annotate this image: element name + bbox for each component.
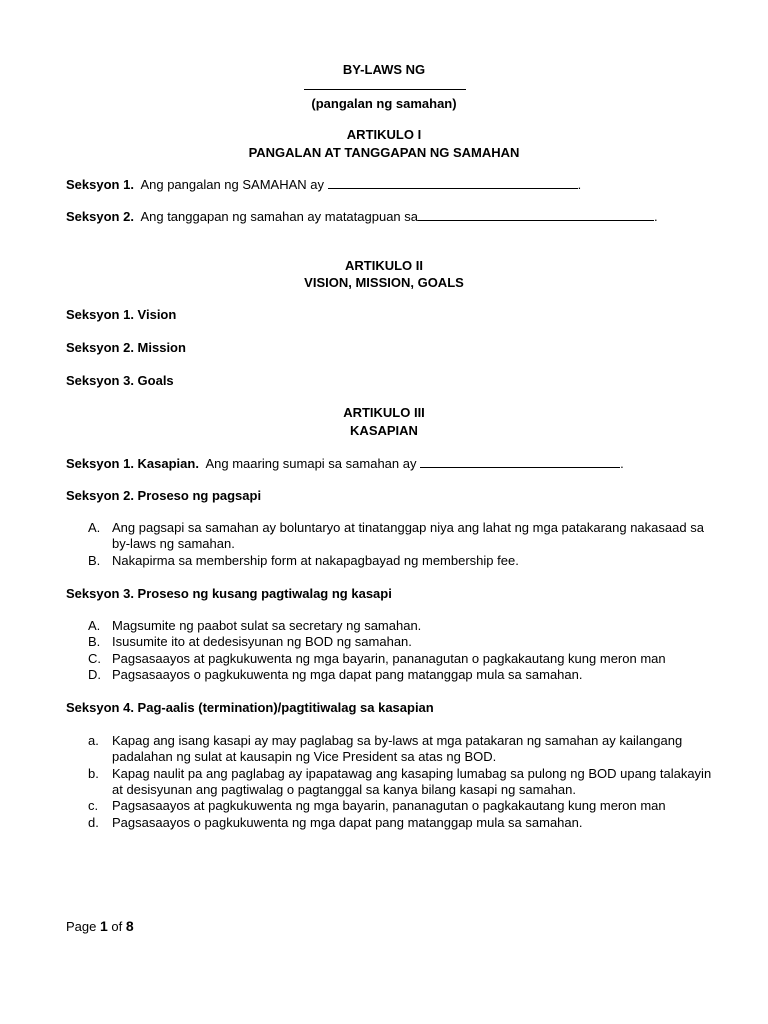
article-3-subheading: KASAPIAN: [350, 423, 418, 438]
document-subtitle: (pangalan ng samahan): [311, 96, 457, 111]
article-3-heading: ARTIKULO III: [343, 405, 425, 420]
fill-in-blank: [420, 455, 620, 468]
article-3-section-3: Seksyon 3. Proseso ng kusang pagtiwalag ng kasapi: [66, 586, 392, 601]
list-text: Pagsasaayos at pagkukuwenta ng mga bayarin, pananagutan o pagkakautang kung meron man: [112, 798, 666, 813]
list-marker: c.: [88, 798, 99, 813]
page-word: Page: [66, 919, 97, 934]
document-title: BY-LAWS NG: [342, 62, 426, 77]
page-number: 1: [100, 918, 108, 934]
article-2-heading: ARTIKULO II: [345, 258, 423, 273]
article-1-heading: ARTIKULO I: [346, 127, 422, 142]
list-text: Isusumite ito at dedesisyunan ng BOD ng samahan.: [112, 634, 412, 649]
section-label: Seksyon 1.: [66, 177, 134, 192]
article-3-section-2: Seksyon 2. Proseso ng pagsapi: [66, 488, 262, 503]
list-text: padalahan ng sulat at kausapin ng Vice President sa atas ng BOD.: [112, 749, 497, 764]
list-text: Pagsasaayos at pagkukuwenta ng mga bayarin, pananagutan o pagkakautang kung meron man: [112, 651, 666, 666]
section-label: Seksyon 1. Kasapian.: [66, 456, 199, 471]
article-3-section-1: Seksyon 1. Kasapian. Ang maaring sumapi sa samahan ay .: [66, 456, 624, 471]
list-marker: D.: [88, 667, 101, 682]
list-text: by-laws ng samahan.: [112, 536, 235, 551]
article-1-subheading: PANGALAN AT TANGGAPAN NG SAMAHAN: [248, 145, 520, 160]
list-text: Magsumite ng paabot sulat sa secretary ng samahan.: [112, 618, 422, 633]
list-text: Pagsasaayos o pagkukuwenta ng mga dapat pang matanggap mula sa samahan.: [112, 667, 583, 682]
list-text: Kapag ang isang kasapi ay may paglabag sa by-laws at mga patakaran ng samahan ay kailangang: [112, 733, 683, 748]
list-marker: C.: [88, 651, 101, 666]
page-total: 8: [125, 918, 134, 934]
article-2-section-3: Seksyon 3. Goals: [66, 373, 174, 388]
list-text: Pagsasaayos o pagkukuwenta ng mga dapat pang matanggap mula sa samahan.: [112, 815, 583, 830]
list-marker: a.: [88, 733, 99, 748]
list-marker: d.: [88, 815, 99, 830]
list-marker: b.: [88, 766, 99, 781]
section-text: Ang maaring sumapi sa samahan ay: [205, 456, 417, 471]
of-word: of: [111, 919, 123, 934]
list-text: Nakapirma sa membership form at nakapagbayad ng membership fee.: [112, 553, 519, 568]
fill-in-blank: [328, 176, 578, 189]
list-marker: B.: [88, 634, 101, 649]
page-footer: [66, 918, 134, 935]
article-2-section-1: Seksyon 1. Vision: [66, 307, 177, 322]
list-marker: B.: [88, 553, 101, 568]
list-text: at desisyunan ang pagtiwalag o pagtanggal sa kanya bilang kasapi ng samahan.: [112, 782, 577, 797]
list-marker: A.: [88, 618, 101, 633]
list-marker: A.: [88, 520, 101, 535]
article-2-section-2: Seksyon 2. Mission: [66, 340, 186, 355]
article-1-section-1: Seksyon 1. Ang pangalan ng SAMAHAN ay .: [66, 177, 582, 192]
fill-in-blank: [418, 208, 654, 221]
section-text: Ang tanggapan ng samahan ay matatagpuan sa: [140, 209, 418, 224]
list-text: Ang pagsapi sa samahan ay boluntaryo at tinatanggap niya ang lahat ng mga patakarang nakasaad sa: [112, 520, 704, 535]
section-label: Seksyon 2.: [66, 209, 134, 224]
article-3-section-4: Seksyon 4. Pag-aalis (termination)/pagtitiwalag sa kasapian: [66, 700, 434, 715]
organization-name-blank: [304, 89, 466, 90]
list-text: Kapag naulit pa ang paglabag ay ipapatawag ang kasaping lumabag sa pulong ng BOD upang talakayin: [112, 766, 712, 781]
section-text: Ang pangalan ng SAMAHAN ay: [140, 177, 325, 192]
article-1-section-2: Seksyon 2. Ang tanggapan ng samahan ay matatagpuan sa .: [66, 209, 658, 224]
article-2-subheading: VISION, MISSION, GOALS: [304, 275, 464, 290]
